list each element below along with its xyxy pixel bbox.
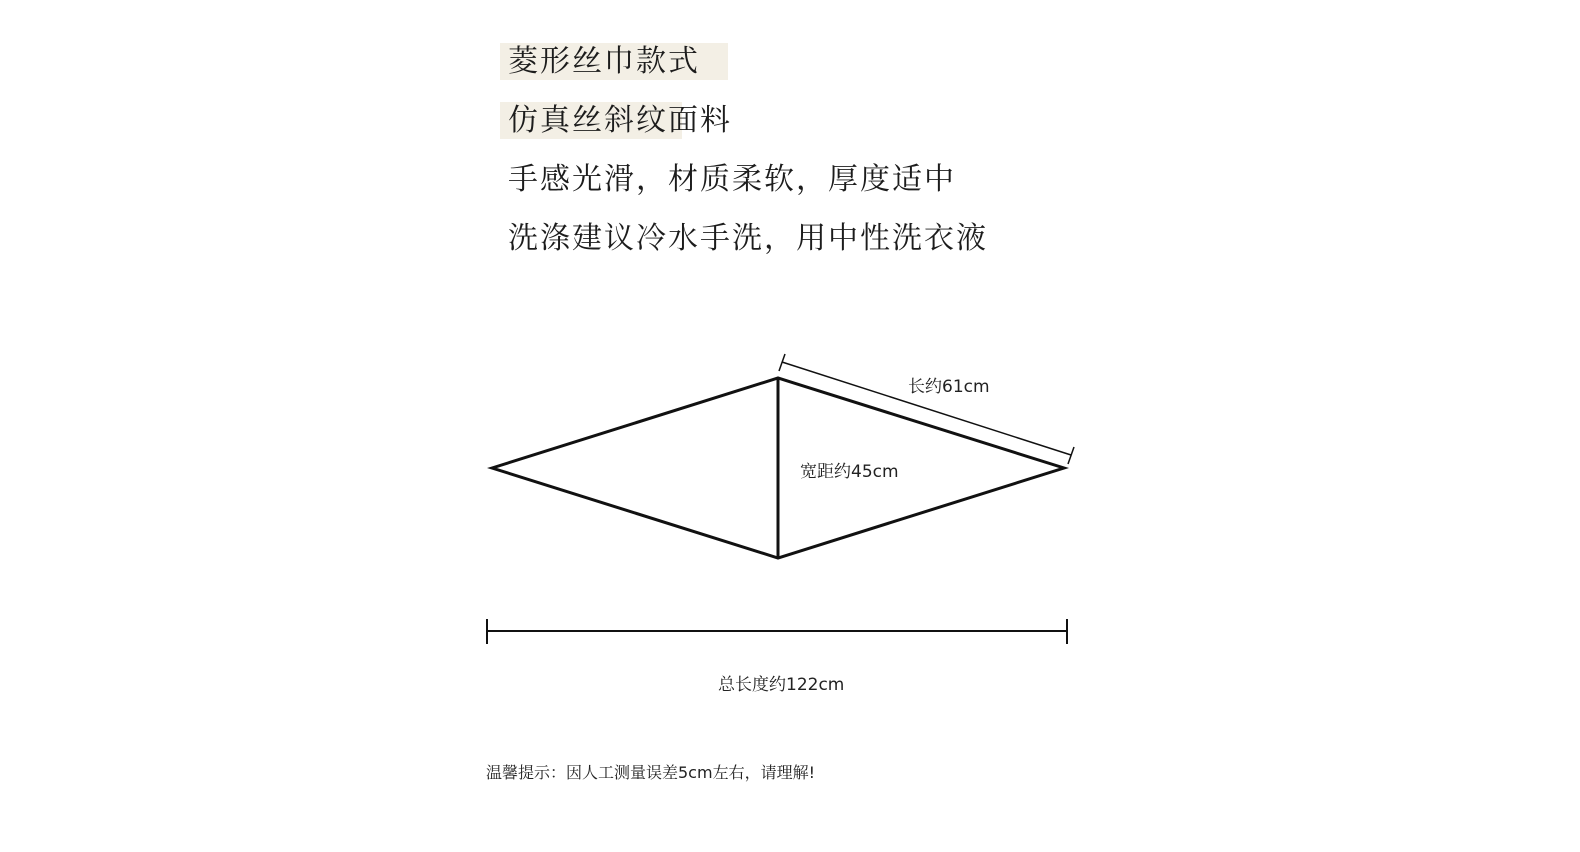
style-title: 菱形丝巾款式: [508, 44, 700, 79]
total-length-dimension: [487, 619, 1067, 644]
measurement-note: 温馨提示：因人工测量误差5cm左右，请理解!: [486, 763, 815, 782]
texture-description: 手感光滑，材质柔软，厚度适中: [508, 162, 956, 197]
total-length-label: 总长度约122cm: [718, 675, 845, 695]
width-label: 宽距约45cm: [800, 462, 899, 482]
side-length-dimension: [779, 354, 1074, 464]
fabric-description: 仿真丝斜纹面料: [508, 103, 732, 138]
side-length-label: 长约61cm: [908, 377, 990, 397]
washing-instructions: 洗涤建议冷水手洗，用中性洗衣液: [508, 221, 988, 256]
